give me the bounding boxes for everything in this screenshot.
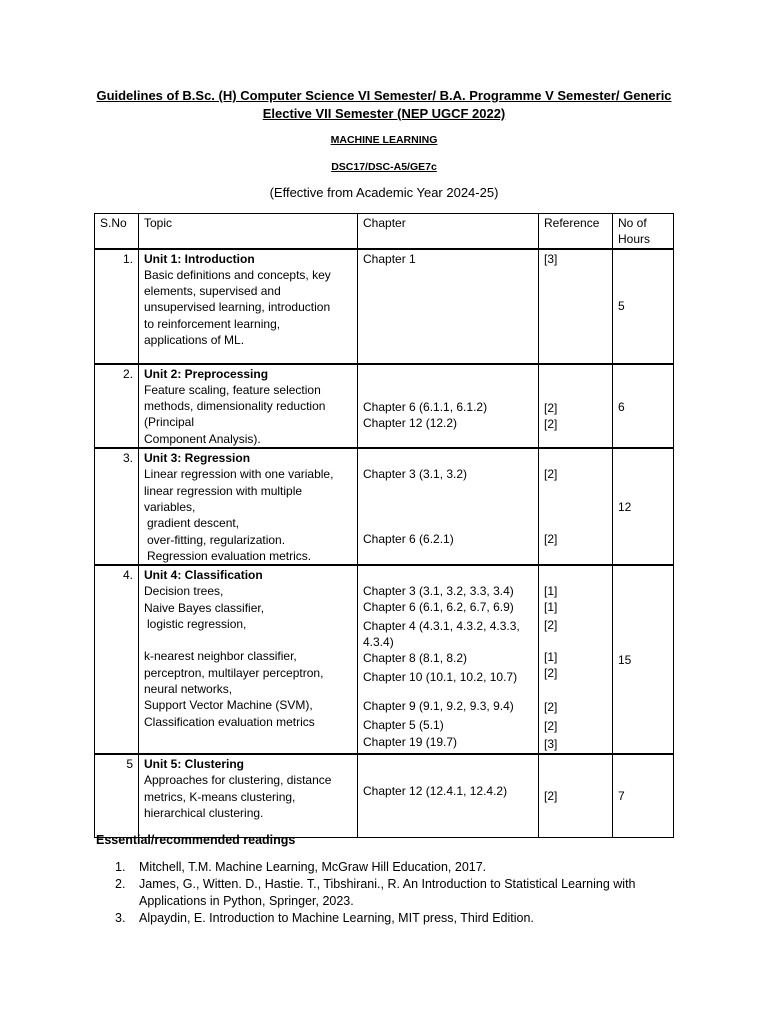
ref-line: [3] [544, 737, 558, 752]
row-sno: 2. [95, 364, 139, 448]
chapter-line: Chapter 8 (8.1, 8.2) [363, 651, 468, 666]
row-hours [613, 754, 674, 837]
table-header-row [95, 214, 674, 249]
ref-line: [2] [544, 416, 558, 431]
table-row [95, 249, 674, 364]
row-reference [539, 249, 613, 364]
row-reference [539, 364, 613, 448]
ref-line: [2] [544, 699, 558, 714]
header-topic: Topic [139, 214, 358, 249]
chapter-line: Chapter 5 (5.1) [363, 718, 444, 733]
list-item-text: Applications in Python, Springer, 2023. [139, 894, 354, 908]
unit-title: Unit 3: Regression [144, 451, 251, 466]
chapter-line: Chapter 10 (10.1, 10.2, 10.7) [363, 669, 518, 684]
title-line-1: Guidelines of B.Sc. (H) Computer Science VI Semester/ B.A. Programme V Semester/ Generic [96, 88, 672, 103]
course-code: DSC17/DSC-A5/GE7c [331, 161, 437, 173]
ref-line: [2] [544, 718, 558, 733]
topic-line: Basic definitions and concepts, key [144, 267, 331, 282]
topic-line: (Principal [144, 415, 195, 430]
document-title [90, 87, 678, 123]
unit-title: Unit 2: Preprocessing [144, 366, 269, 381]
chapter-line: Chapter 3 (3.1, 3.2, 3.3, 3.4) [363, 584, 514, 599]
chapter-line: Chapter 6 (6.1.1, 6.1.2) [363, 399, 488, 414]
list-item-text: James, G., Witten. D., Hastie. T., Tibshirani., R. An Introduction to Statistical Learning with [139, 877, 636, 891]
hours-value: 5 [618, 299, 625, 314]
list-item-number: 3. [115, 911, 126, 925]
ref-line: [2] [544, 666, 558, 681]
list-item-text: Mitchell, T.M. Machine Learning, McGraw Hill Education, 2017. [139, 860, 487, 874]
topic-line: perceptron, multilayer perceptron, [144, 665, 324, 680]
unit-title: Unit 1: Introduction [144, 251, 255, 266]
row-hours [613, 565, 674, 754]
topic-line: k-nearest neighbor classifier, [144, 649, 297, 664]
list-item-number: 2. [115, 877, 126, 891]
table-row [95, 364, 674, 448]
topic-line: Linear regression with one variable, [144, 467, 334, 482]
chapter-line: Chapter 6 (6.1, 6.2, 6.7, 6.9) [363, 600, 514, 615]
row-sno: 5 [95, 754, 139, 837]
topic-line: Naive Bayes classifier, [144, 600, 265, 615]
chapter-line: Chapter 6 (6.2.1) [363, 532, 454, 547]
row-topic [139, 448, 358, 565]
chapter-line: Chapter 12 (12.2) [363, 415, 458, 430]
topic-line: linear regression with multiple [144, 483, 303, 498]
row-sno: 4. [95, 565, 139, 754]
chapter-line: Chapter 12 (12.4.1, 12.4.2) [363, 784, 508, 799]
topic-line [144, 632, 352, 648]
header-reference: Reference [539, 214, 613, 249]
chapter-line: 4.3.4) [363, 635, 394, 650]
topic-line: unsupervised learning, introduction [144, 300, 331, 315]
ref-line: [2] [544, 617, 558, 632]
unit-title: Unit 5: Clustering [144, 757, 245, 772]
topic-line: to reinforcement learning, [144, 316, 281, 331]
topic-line: Feature scaling, feature selection [144, 382, 321, 397]
row-reference [539, 754, 613, 837]
topic-line: neural networks, [144, 681, 233, 696]
topic-line: hierarchical clustering. [144, 806, 264, 821]
topic-line: gradient descent, [147, 516, 240, 531]
row-topic [139, 754, 358, 837]
header-hours [613, 214, 674, 249]
row-chapter [358, 249, 539, 364]
topic-line: logistic regression, [147, 617, 247, 632]
ref-line: [3] [544, 251, 558, 266]
topic-line: Component Analysis). [144, 431, 261, 446]
row-topic [139, 364, 358, 448]
hours-value: 6 [618, 399, 625, 414]
row-reference [539, 448, 613, 565]
topic-line: Regression evaluation metrics. [147, 548, 312, 563]
ref-line: [1] [544, 584, 558, 599]
row-chapter [358, 565, 539, 754]
chapter-line: Chapter 19 (19.7) [363, 734, 458, 749]
row-chapter [358, 364, 539, 448]
ref-line: [2] [544, 467, 558, 482]
row-sno: 3. [95, 448, 139, 565]
topic-line: variables, [144, 499, 196, 514]
topic-line: Classification evaluation metrics [144, 714, 315, 729]
list-item-text: Alpaydin, E. Introduction to Machine Learning, MIT press, Third Edition. [139, 911, 534, 925]
topic-line: applications of ML. [144, 333, 245, 348]
table-row [95, 448, 674, 565]
chapter-line: Chapter 1 [363, 251, 416, 266]
row-sno: 1. [95, 249, 139, 364]
hours-value: 12 [618, 499, 632, 514]
hours-value: 7 [618, 789, 625, 804]
readings-heading: Essential/recommended readings [96, 833, 296, 847]
topic-line: methods, dimensionality reduction [144, 399, 326, 414]
list-item [96, 859, 676, 876]
header-chapter: Chapter [358, 214, 539, 249]
chapter-line: Chapter 4 (4.3.1, 4.3.2, 4.3.3, [363, 618, 520, 633]
topic-line: Approaches for clustering, distance [144, 773, 332, 788]
topic-line: metrics, K-means clustering, [144, 789, 296, 804]
table-row [95, 565, 674, 754]
ref-line: [2] [544, 532, 558, 547]
table-row [95, 754, 674, 837]
chapter-line: Chapter 9 (9.1, 9.2, 9.3, 9.4) [363, 698, 514, 713]
header-hours-line-2: Hours [618, 232, 651, 247]
row-reference [539, 565, 613, 754]
header-sno: S.No [95, 214, 139, 249]
header-hours-line-1: No of [618, 216, 647, 230]
readings-list [96, 859, 676, 927]
topic-line: Decision trees, [144, 584, 224, 599]
list-item-number: 1. [115, 860, 126, 874]
syllabus-table [94, 213, 674, 838]
title-line-2: Elective VII Semester (NEP UGCF 2022) [262, 106, 506, 121]
ref-line: [2] [544, 789, 558, 804]
row-topic [139, 565, 358, 754]
row-hours [613, 364, 674, 448]
row-hours [613, 249, 674, 364]
topic-line: elements, supervised and [144, 284, 281, 299]
row-chapter [358, 754, 539, 837]
row-topic [139, 249, 358, 364]
course-name: MACHINE LEARNING [330, 134, 438, 146]
chapter-line: Chapter 3 (3.1, 3.2) [363, 467, 468, 482]
row-hours [613, 448, 674, 565]
list-item [96, 910, 676, 927]
list-item [96, 876, 676, 910]
row-chapter [358, 448, 539, 565]
effective-year: (Effective from Academic Year 2024-25) [269, 185, 499, 200]
ref-line: [1] [544, 600, 558, 615]
hours-value: 15 [618, 653, 632, 667]
ref-line: [1] [544, 650, 558, 665]
ref-line: [2] [544, 400, 558, 415]
unit-title: Unit 4: Classification [144, 568, 263, 583]
topic-line: Support Vector Machine (SVM), [144, 698, 313, 713]
topic-line: over-fitting, regularization. [147, 532, 286, 547]
